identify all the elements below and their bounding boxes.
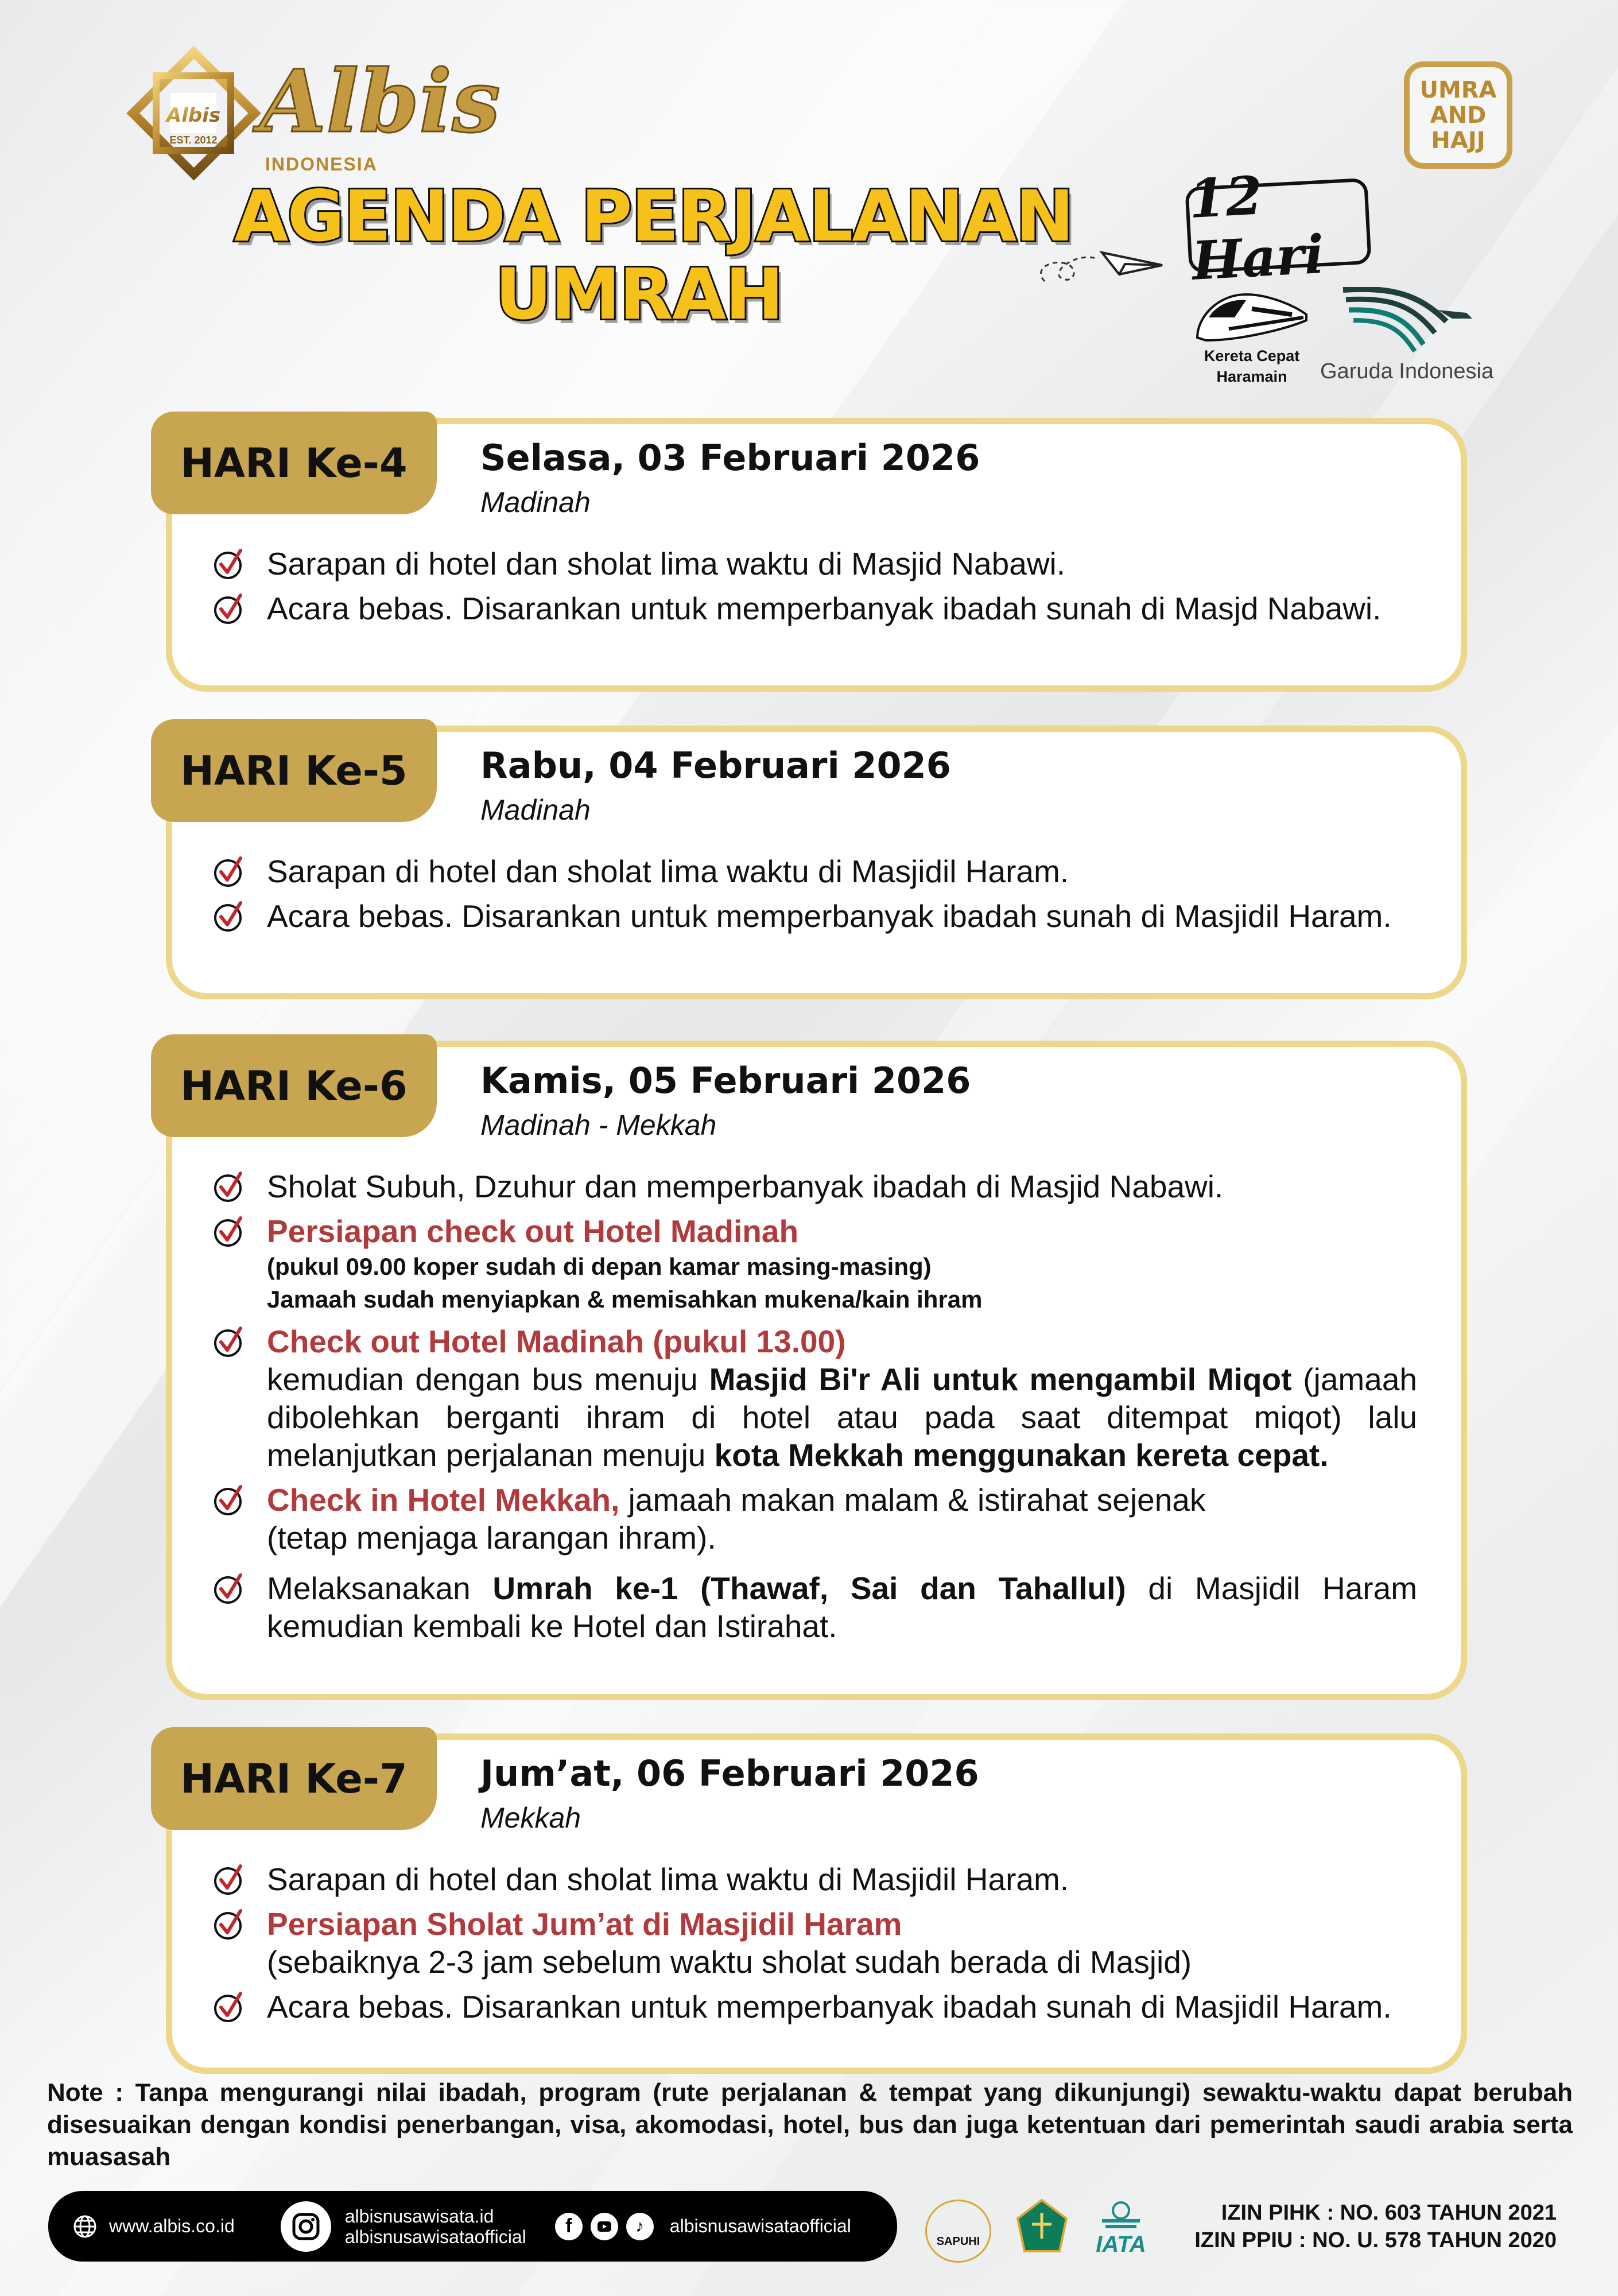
activity-text [267, 545, 1417, 583]
activity-item [267, 1481, 1417, 1557]
activity-text-segment: jamaah makan malam & istirahat sejenak [619, 1482, 1206, 1518]
check-circle-icon [212, 1215, 246, 1249]
iata-logo-text: IATA [1096, 2232, 1146, 2257]
logo-text-umra: UMRA [1419, 76, 1497, 103]
check-circle-icon [212, 1483, 246, 1518]
activity-text-segment: Sarapan di hotel dan sholat lima waktu di Masjidil Haram. [267, 854, 1069, 889]
activity-text [267, 1322, 1417, 1360]
kemenag-logo-icon [1015, 2198, 1069, 2253]
activity-text [267, 1569, 1417, 1645]
umra-and-hajj-logo [1404, 61, 1512, 169]
activity-list [267, 1168, 1417, 1645]
paper-plane-icon [1033, 230, 1171, 293]
activity-item [267, 1905, 1417, 1981]
day-card [166, 1733, 1467, 2074]
duration-text: 12 Hari [1187, 164, 1326, 292]
brand-name: Albis [259, 51, 500, 152]
day-date: Jum’at, 06 Februari 2026 [480, 1752, 979, 1794]
day-badge: HARI Ke-6 [151, 1034, 437, 1137]
activity-text [267, 1250, 1417, 1283]
instagram-icon[interactable] [281, 2201, 331, 2252]
youtube-icon[interactable] [591, 2213, 618, 2240]
activity-item [267, 545, 1417, 583]
activity-item [267, 1860, 1417, 1898]
iata-globe-icon [1101, 2201, 1141, 2231]
logo-text-hajj: HAJJ [1431, 127, 1485, 154]
activity-text-segment: Sholat Subuh, Dzuhur dan memperbanyak ibadah di Masjid Nabawi. [267, 1169, 1224, 1204]
website-link[interactable]: www.albis.co.id [109, 2216, 235, 2236]
facebook-icon[interactable]: f [555, 2213, 583, 2240]
activity-list [267, 852, 1417, 935]
check-circle-icon [212, 1325, 246, 1359]
activity-item [267, 1212, 1417, 1316]
duration-stamp [1185, 164, 1371, 292]
check-circle-icon [212, 547, 246, 581]
albis-emblem-icon [125, 44, 262, 183]
check-circle-icon [212, 855, 246, 889]
day-location: Madinah [480, 486, 591, 518]
day-badge: HARI Ke-4 [151, 412, 437, 514]
day-location: Madinah [480, 794, 591, 826]
day-location: Madinah - Mekkah [480, 1109, 717, 1141]
activity-text [267, 1988, 1417, 2026]
activity-text [267, 1860, 1417, 1898]
activity-bold-text: Masjid Bi'r Ali untuk mengambil Miqot [709, 1362, 1292, 1397]
check-circle-icon [212, 1572, 246, 1606]
svg-text:Albis: Albis [166, 104, 221, 127]
globe-icon [71, 2213, 99, 2240]
day-location: Mekkah [480, 1802, 581, 1834]
activity-text [267, 1519, 1417, 1557]
activity-item [267, 1322, 1417, 1474]
activity-item [267, 1988, 1417, 2026]
activity-text-segment: (sebaiknya 2-3 jam sebelum waktu sholat sudah berada di Masjid) [267, 1944, 1192, 1980]
sapuhi-logo-text: SAPUHI [936, 2235, 980, 2248]
activity-highlight: Persiapan check out Hotel Madinah [267, 1213, 799, 1249]
day-date: Rabu, 04 Februari 2026 [480, 744, 951, 786]
activity-text [267, 1168, 1417, 1205]
izin-pihk: IZIN PIHK : NO. 603 TAHUN 2021 [1221, 2201, 1557, 2225]
activity-highlight: Persiapan Sholat Jum’at di Masjidil Haram [267, 1906, 902, 1942]
activity-text-segment: Acara bebas. Disarankan untuk memperbanyak ibadah sunah di Masjidil Haram. [267, 898, 1392, 934]
check-circle-icon [212, 899, 246, 934]
activity-highlight: Check out Hotel Madinah (pukul 13.00) [267, 1324, 846, 1359]
garuda-logo-icon [1337, 287, 1475, 356]
day-card [166, 418, 1467, 692]
activity-list [267, 545, 1417, 627]
activity-text-segment: (jamaah dibolehkan berganti ihram di hotel atau pada saat ditempat miqot) lalu melanjutkan perjalanan menuju [267, 1362, 1417, 1473]
activity-item [267, 589, 1417, 627]
train-label-1: Kereta Cepat [1204, 347, 1300, 364]
day-date: Selasa, 03 Februari 2026 [480, 437, 980, 479]
activity-text [267, 897, 1417, 935]
activity-item [267, 1569, 1417, 1645]
activity-text [267, 1943, 1417, 1981]
sapuhi-logo [925, 2200, 991, 2263]
activity-text-segment: di Masjidil Haram kemudian kembali ke Hotel dan Istirahat. [267, 1570, 1418, 1644]
activity-text-segment: (pukul 09.00 koper sudah di depan kamar masing-masing) [267, 1253, 932, 1280]
izin-ppiu: IZIN PPIU : NO. U. 578 TAHUN 2020 [1194, 2228, 1557, 2252]
activity-text [267, 1360, 1417, 1474]
activity-text [267, 1481, 1417, 1519]
check-circle-icon [212, 592, 246, 626]
train-label-2: Haramain [1216, 368, 1287, 385]
activity-item [267, 1168, 1417, 1205]
check-circle-icon [212, 1907, 246, 1942]
day-card [166, 726, 1467, 999]
activity-text-segment: Jamaah sudah menyiapkan & memisahkan mukena/kain ihram [267, 1286, 983, 1313]
activity-item [267, 897, 1417, 935]
albis-logo [125, 44, 500, 183]
instagram-handle-1[interactable]: albisnusawisata.id [344, 2205, 494, 2227]
check-circle-icon [212, 1990, 246, 2024]
train-icon [1194, 283, 1309, 346]
activity-text-segment: Acara bebas. Disarankan untuk memperbanyak ibadah sunah di Masjidil Haram. [267, 1989, 1392, 2024]
day-badge: HARI Ke-7 [151, 1727, 437, 1830]
activity-text-segment: Sarapan di hotel dan sholat lima waktu di Masjidil Haram. [267, 1861, 1069, 1897]
logo-text-and: AND [1430, 102, 1487, 129]
activity-bold-text: kota Mekkah menggunakan kereta cepat. [714, 1437, 1329, 1473]
activity-bold-text: Umrah ke-1 (Thawaf, Sai dan Tahallul) [492, 1570, 1126, 1606]
activity-text-segment: Melaksanakan [267, 1570, 493, 1606]
tiktok-icon[interactable]: ♪ [626, 2213, 654, 2240]
day-date: Kamis, 05 Februari 2026 [480, 1060, 971, 1102]
activity-list [267, 1860, 1417, 2026]
iata-logo [1084, 2201, 1158, 2259]
check-circle-icon [212, 1863, 246, 1897]
activity-text [267, 1283, 1417, 1316]
brand-sub: INDONESIA [265, 154, 378, 174]
airline-label: Garuda Indonesia [1320, 359, 1494, 383]
activity-text-segment: kemudian dengan bus menuju [267, 1362, 709, 1397]
page-title-line1: AGENDA PERJALANAN [234, 176, 1073, 257]
activity-text-segment: Acara bebas. Disarankan untuk memperbanyak ibadah sunah di Masjd Nabawi. [267, 591, 1382, 626]
page-title-line2: UMRAH [495, 254, 783, 335]
activity-text [267, 1212, 1417, 1250]
activity-text [267, 1905, 1417, 1943]
footer-contact-bar [48, 2191, 897, 2262]
activity-text [267, 589, 1417, 627]
note-text: Note : Tanpa mengurangi nilai ibadah, program (rute perjalanan & tempat yang dikunjungi) sewaktu-waktu dapat berubah disesuaikan dengan kondisi penerbangan, visa, akomodasi, hotel, bus dan juga ketentuan dari pemerintah saudi arabia serta muasasah [47, 2078, 1573, 2171]
day-card [166, 1041, 1467, 1700]
activity-item [267, 852, 1417, 890]
activity-text-segment: (tetap menjaga larangan ihram). [267, 1520, 716, 1556]
activity-text [267, 852, 1417, 890]
social-handle[interactable]: albisnusawisataofficial [669, 2216, 851, 2236]
check-circle-icon [212, 1170, 246, 1204]
activity-text-segment: Sarapan di hotel dan sholat lima waktu di Masjid Nabawi. [267, 546, 1066, 581]
brand-est: EST. 2012 [169, 134, 218, 146]
instagram-handle-2[interactable]: albisnusawisataofficial [344, 2226, 526, 2247]
day-badge: HARI Ke-5 [151, 719, 437, 822]
activity-highlight: Check in Hotel Mekkah, [267, 1482, 620, 1518]
